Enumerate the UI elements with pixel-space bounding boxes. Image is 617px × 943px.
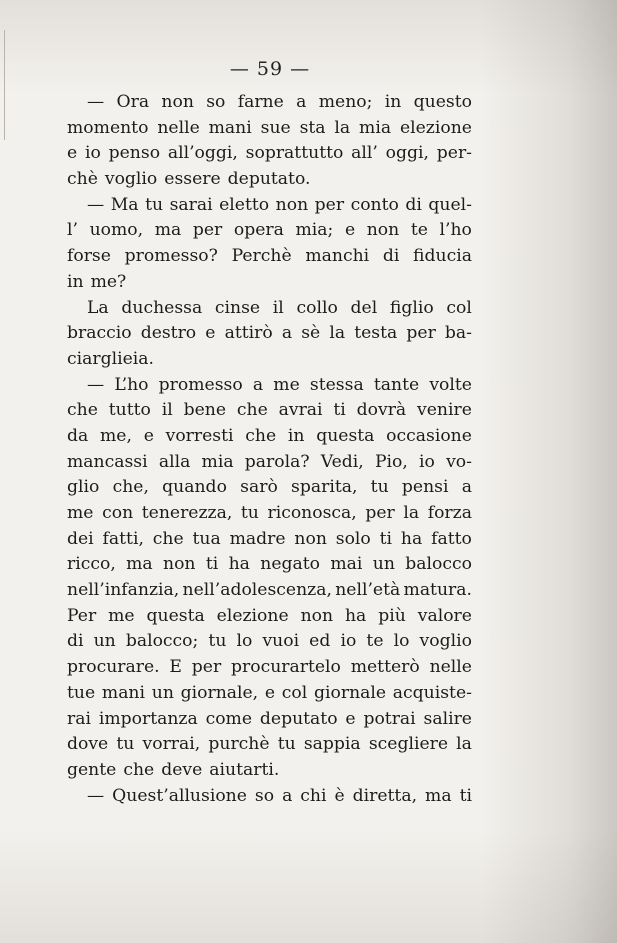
word: tu (240, 503, 259, 523)
word: tu (370, 477, 389, 498)
word: scegliere (368, 734, 449, 755)
word: gente (67, 759, 117, 780)
word: ha (344, 605, 367, 626)
text-line (67, 475, 472, 501)
word: come (205, 708, 253, 729)
word: sarai (169, 194, 213, 215)
word: mai (330, 554, 363, 575)
text-line (67, 373, 472, 399)
word: essere (164, 169, 221, 190)
word: procurartelo (231, 657, 341, 678)
word: Perchè (231, 246, 292, 267)
word: solo (335, 528, 371, 549)
word: fatto (431, 528, 472, 549)
word: ba- (444, 323, 472, 344)
text-line (67, 193, 472, 219)
word: e (143, 425, 154, 446)
word: questa (146, 605, 205, 626)
word: conto (350, 194, 399, 215)
word: che (245, 425, 277, 446)
word: E (169, 657, 182, 678)
word: ma (126, 554, 153, 575)
word: per- (436, 143, 472, 164)
word: in (287, 425, 305, 446)
word: il (272, 297, 284, 318)
word: vo- (446, 451, 472, 472)
word: sarò (240, 477, 278, 498)
text-line (67, 116, 472, 142)
word: dei (67, 528, 94, 549)
text-line (67, 424, 472, 450)
text-line (67, 732, 472, 758)
word: vorrai, (142, 734, 201, 755)
word: ti (205, 554, 219, 575)
word: sparita, (291, 477, 358, 498)
word: figlio (389, 297, 434, 318)
word: non (161, 92, 194, 112)
word: Ora (116, 92, 150, 112)
text-line (67, 450, 472, 476)
word: non (300, 605, 334, 626)
word: io (84, 143, 101, 164)
word: ciarglieia. (67, 348, 154, 369)
word: balocco; (125, 631, 199, 652)
word: ricco, (67, 554, 116, 575)
word: purchè (208, 734, 270, 755)
word: dovrà (356, 400, 407, 421)
word: giornale (314, 682, 387, 703)
word: tua (192, 528, 221, 549)
word: mia (359, 117, 392, 138)
word: lo (393, 631, 410, 652)
word: di (405, 194, 422, 215)
word: elezione (216, 605, 289, 626)
word: farne (237, 92, 284, 112)
text-line (67, 141, 472, 167)
word: rai (67, 708, 91, 729)
text-line (67, 218, 472, 244)
word: parola? (244, 451, 310, 472)
word: nell’età (335, 580, 401, 601)
word: in (67, 271, 84, 292)
word: avrai (278, 400, 323, 421)
word: aiutarti. (209, 759, 280, 780)
word: fatti, (102, 528, 144, 549)
word: me, (100, 425, 132, 446)
word: negato (260, 554, 321, 575)
word: tu (145, 194, 164, 215)
word: volte (429, 374, 472, 395)
text-line (67, 681, 472, 707)
word: me (108, 605, 135, 626)
word: a (252, 374, 264, 395)
word: per (192, 220, 223, 241)
word: del (350, 297, 378, 318)
word: acquiste- (392, 682, 472, 703)
word: chi (300, 785, 327, 806)
word: nell’adolescenza, (182, 580, 332, 601)
word: te (410, 220, 428, 241)
word: mia (201, 451, 234, 472)
word: manchi (305, 246, 370, 267)
word: — (87, 194, 105, 215)
text-line (67, 270, 472, 296)
word: per (365, 503, 395, 523)
word: e (67, 143, 78, 164)
word: deputato. (227, 169, 311, 190)
page-edge-shadow (4, 30, 5, 140)
word: nelle (157, 117, 200, 138)
word: potrai (363, 708, 416, 729)
word: voglio (104, 169, 158, 190)
text-line (67, 784, 472, 810)
word: quando (162, 477, 227, 498)
word: un (372, 554, 395, 575)
word: io (419, 451, 435, 472)
word: io (340, 631, 357, 652)
word: so (206, 92, 226, 112)
word: uomo, (89, 220, 144, 241)
word: matura. (403, 580, 472, 601)
word: chè (67, 169, 98, 190)
word: Quest’allusione (112, 785, 247, 806)
word: occasione (386, 425, 472, 446)
word: che (152, 528, 184, 549)
word: a (461, 477, 472, 498)
word: sue (260, 117, 291, 138)
word: promesso? (124, 246, 218, 267)
text-line (67, 707, 472, 733)
word: vorresti (165, 425, 234, 446)
text-line (67, 296, 472, 322)
word: nelle (429, 657, 472, 678)
word: deve (161, 759, 203, 780)
word: tue (67, 682, 96, 703)
text-line (67, 244, 472, 270)
word: me (67, 503, 94, 523)
word: ed (309, 631, 331, 652)
word: questa (316, 425, 375, 446)
word: con (102, 503, 134, 523)
word: voglio (419, 631, 472, 652)
text-line (67, 167, 472, 193)
word: promesso (158, 374, 243, 395)
word: per (314, 194, 345, 215)
word: penso (108, 143, 161, 164)
word: te (366, 631, 384, 652)
text-line (67, 527, 472, 553)
word: ma (425, 785, 452, 806)
word: tu (277, 734, 296, 755)
word: valore (417, 605, 472, 626)
word: la (329, 323, 346, 344)
word: dove (67, 734, 109, 755)
word: — (87, 92, 105, 112)
word: — (87, 374, 105, 395)
word: che (67, 400, 98, 421)
word: da (67, 425, 89, 446)
word: vuoi (262, 631, 300, 652)
word: Ma (110, 194, 139, 215)
word: ha (228, 554, 250, 575)
word: a (281, 323, 293, 344)
word: col (446, 297, 472, 318)
text-line (67, 578, 472, 604)
word: Pio, (374, 451, 408, 472)
word: bene (183, 400, 227, 421)
text-line (67, 655, 472, 681)
word: per (406, 323, 436, 344)
word: che (123, 759, 155, 780)
word: tenerezza, (141, 503, 233, 523)
word: me (273, 374, 300, 395)
word: mancassi (67, 451, 148, 472)
word: soprattutto (245, 143, 344, 164)
word: madre (229, 528, 286, 549)
word: La (87, 297, 109, 318)
word: mia; (295, 220, 334, 241)
word: stessa (309, 374, 364, 395)
word: col (281, 682, 308, 703)
word: l’ (67, 220, 78, 241)
word: Per (67, 605, 97, 626)
word: ha (400, 528, 423, 549)
word: alla (158, 451, 191, 472)
word: quel- (428, 194, 472, 215)
word: la (334, 117, 351, 138)
word: non (294, 528, 327, 549)
word: in (384, 92, 402, 112)
word: diretta, (352, 785, 418, 806)
word: — (87, 785, 105, 806)
word: deputato (259, 708, 338, 729)
text-line (67, 629, 472, 655)
word: non (163, 554, 196, 575)
word: che (236, 400, 268, 421)
word: procurare. (67, 657, 160, 678)
word: a (282, 785, 293, 806)
word: eletto (219, 194, 270, 215)
word: pensi (401, 477, 449, 498)
word: la (456, 734, 472, 755)
text-line (67, 347, 472, 373)
text-line (67, 604, 472, 630)
word: tu (116, 734, 135, 755)
word: ti (333, 400, 346, 421)
word: salire (423, 708, 472, 729)
word: opera (233, 220, 284, 241)
text-line (67, 552, 472, 578)
word: di (67, 631, 84, 652)
word: all’ (351, 143, 378, 164)
text-line (67, 501, 472, 527)
word: e (264, 682, 276, 703)
word: importanza (98, 708, 198, 729)
word: balocco (405, 554, 472, 575)
word: all’oggi, (167, 143, 238, 164)
word: tante (373, 374, 420, 395)
word: per (191, 657, 222, 678)
word: testa (354, 323, 398, 344)
word: braccio (67, 323, 132, 344)
word: so (254, 785, 275, 806)
word: questo (413, 92, 472, 112)
word: nell’infanzia, (67, 580, 180, 601)
word: destro (140, 323, 197, 344)
word: di (382, 246, 400, 267)
text-line (67, 90, 472, 116)
word: tu (208, 631, 227, 652)
word: e (345, 708, 356, 729)
word: l’ho (439, 220, 472, 241)
word: ma (154, 220, 182, 241)
word: a (296, 92, 307, 112)
word: è (334, 785, 345, 806)
word: venire (417, 400, 472, 421)
word: collo (296, 297, 338, 318)
word: sappia (303, 734, 361, 755)
text-line (67, 321, 472, 347)
body-text (67, 90, 472, 809)
text-line (67, 398, 472, 424)
word: più (378, 605, 406, 626)
word: sè (301, 323, 321, 344)
word: riconosca, (267, 503, 357, 523)
word: e (344, 220, 356, 241)
text-line (67, 758, 472, 784)
word: mani (208, 117, 252, 138)
word: metterò (350, 657, 420, 678)
word: elezione (399, 117, 472, 138)
word: attirò (224, 323, 273, 344)
word: momento (67, 117, 149, 138)
word: che, (112, 477, 149, 498)
word: la (403, 503, 420, 523)
word: ti (379, 528, 393, 549)
word: sta (299, 117, 326, 138)
word: un (93, 631, 116, 652)
word: il (161, 400, 173, 421)
word: ti (459, 785, 472, 806)
word: meno; (318, 92, 373, 112)
word: tutto (108, 400, 151, 421)
word: L’ho (114, 374, 149, 395)
word: glio (67, 477, 100, 498)
word: giornale, (180, 682, 259, 703)
word: duchessa (121, 297, 203, 318)
word: forse (67, 246, 111, 267)
word: oggi, (385, 143, 429, 164)
word: fiducia (413, 246, 472, 267)
word: lo (236, 631, 253, 652)
word: Vedi, (320, 451, 364, 472)
word: cinse (214, 297, 261, 318)
word: e (205, 323, 216, 344)
page-number: — 59 — (229, 58, 311, 80)
word: forza (427, 503, 472, 523)
word: me? (90, 271, 127, 292)
word: un (151, 682, 174, 703)
word: mani (101, 682, 146, 703)
word: non (366, 220, 400, 241)
word: non (275, 194, 309, 215)
